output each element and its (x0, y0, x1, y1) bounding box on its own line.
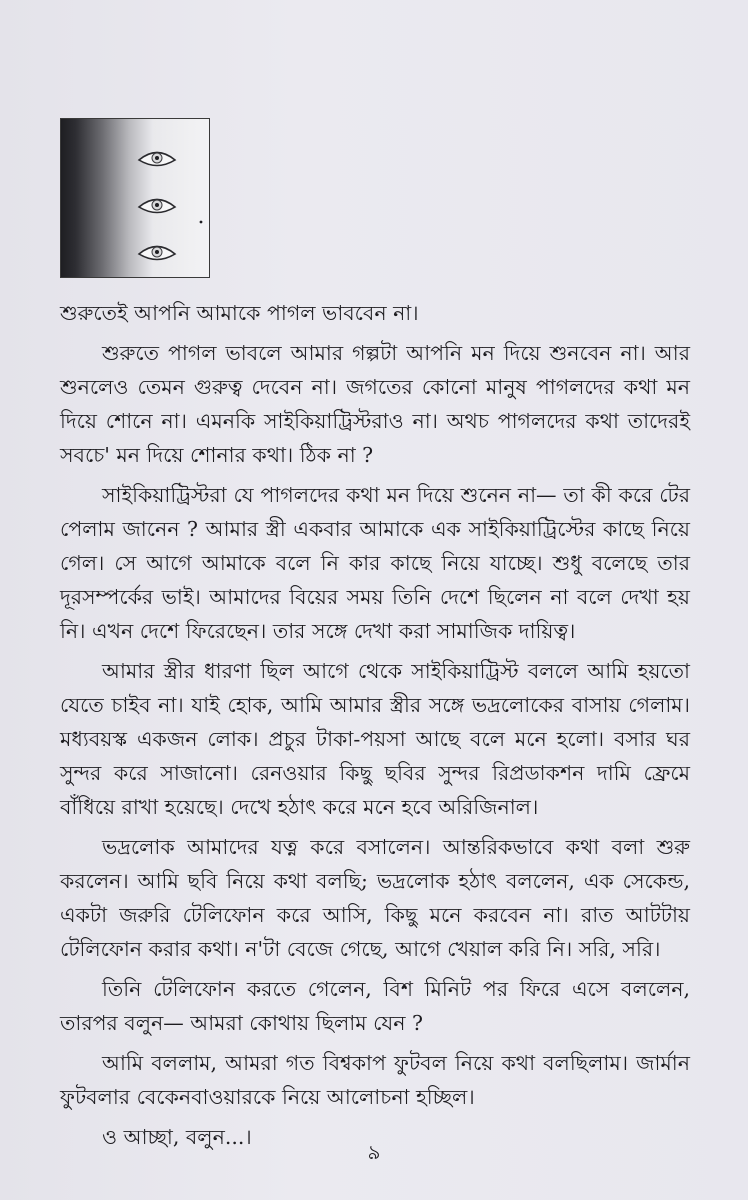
paragraph-2: শুরুতে পাগল ভাবলে আমার গল্পটা আপনি মন দিয়ে শুনবেন না। আর শুনলেও তেমন গুরুত্ব দেবেন না। জগতের কোনো মানুষ পাগলদের কথা মন দিয়ে শোনে না। এমনকি সাইকিয়াট্রিস্টরাও না। অথচ পাগলদের কথা তাদেরই সবচে' মন দিয়ে শোনার কথা। ঠিক না ? (60, 341, 690, 467)
eye-ornament-image (60, 118, 210, 278)
paragraph-8: ও আচ্ছা, বলুন...। (102, 1125, 252, 1149)
paragraph-6: তিনি টেলিফোন করতে গেলেন, বিশ মিনিট পর ফিরে এসে বললেন, তারপর বলুন— আমরা কোথায় ছিলাম যেন ? (60, 977, 690, 1035)
paragraph-4: আমার স্ত্রীর ধারণা ছিল আগে থেকে সাইকিয়াট্রিস্ট বললে আমি হয়তো যেতে চাইব না। যাই হোক, আমি আমার স্ত্রীর সঙ্গে ভদ্রলোকের বাসায় গেলাম। মধ্যবয়স্ক একজন লোক। প্রচুর টাকা-পয়সা আছে বলে মনে হলো। বসার ঘর সুন্দর করে সাজানো। রেনওয়ার কিছু ছবির সুন্দর রিপ্রডাকশন দামি ফ্রেমে বাঁধিয়ে রাখা হয়েছে। দেখে হঠাৎ করে মনে হবে অরিজিনাল। (60, 659, 690, 819)
story-text (60, 296, 690, 1154)
eye-ornament-graphic (61, 119, 209, 277)
paragraph-5: ভদ্রলোক আমাদের যত্ন করে বসালেন। আন্তরিকভাবে কথা বলা শুরু করলেন। আমি ছবি নিয়ে কথা বলছি; ভদ্রলোক হঠাৎ বললেন, এক সেকেন্ড, একটা জরুরি টেলিফোন করে আসি, কিছু মনে করবেন না। রাত আটটায় টেলিফোন করার কথা। ন'টা বেজে গেছে, আগে খেয়াল করি নি। সরি, সরি। (60, 835, 690, 961)
paragraph-7: আমি বললাম, আমরা গত বিশ্বকাপ ফুটবল নিয়ে কথা বলছিলাম। জার্মান ফুটবলার বেকেনবাওয়ারকে নিয়ে আলোচনা হচ্ছিল। (60, 1051, 690, 1109)
page-number: ৯ (367, 1140, 381, 1164)
paragraph-1: শুরুতেই আপনি আমাকে পাগল ভাববেন না। (60, 301, 419, 325)
paragraph-3: সাইকিয়াট্রিস্টরা যে পাগলদের কথা মন দিয়ে শুনেন না— তা কী করে টের পেলাম জানেন ? আমার স্ত্রী একবার আমাকে এক সাইকিয়াট্রিস্টের কাছে নিয়ে গেল। সে আগে আমাকে বলে নি কার কাছে নিয়ে যাচ্ছে। শুধু বলেছে তার দূরসম্পর্কের ভাই। আমাদের বিয়ের সময় তিনি দেশে ছিলেন না বলে দেখা হয় নি। এখন দেশে ফিরেছেন। তার সঙ্গে দেখা করা সামাজিক দায়িত্ব। (60, 483, 690, 643)
